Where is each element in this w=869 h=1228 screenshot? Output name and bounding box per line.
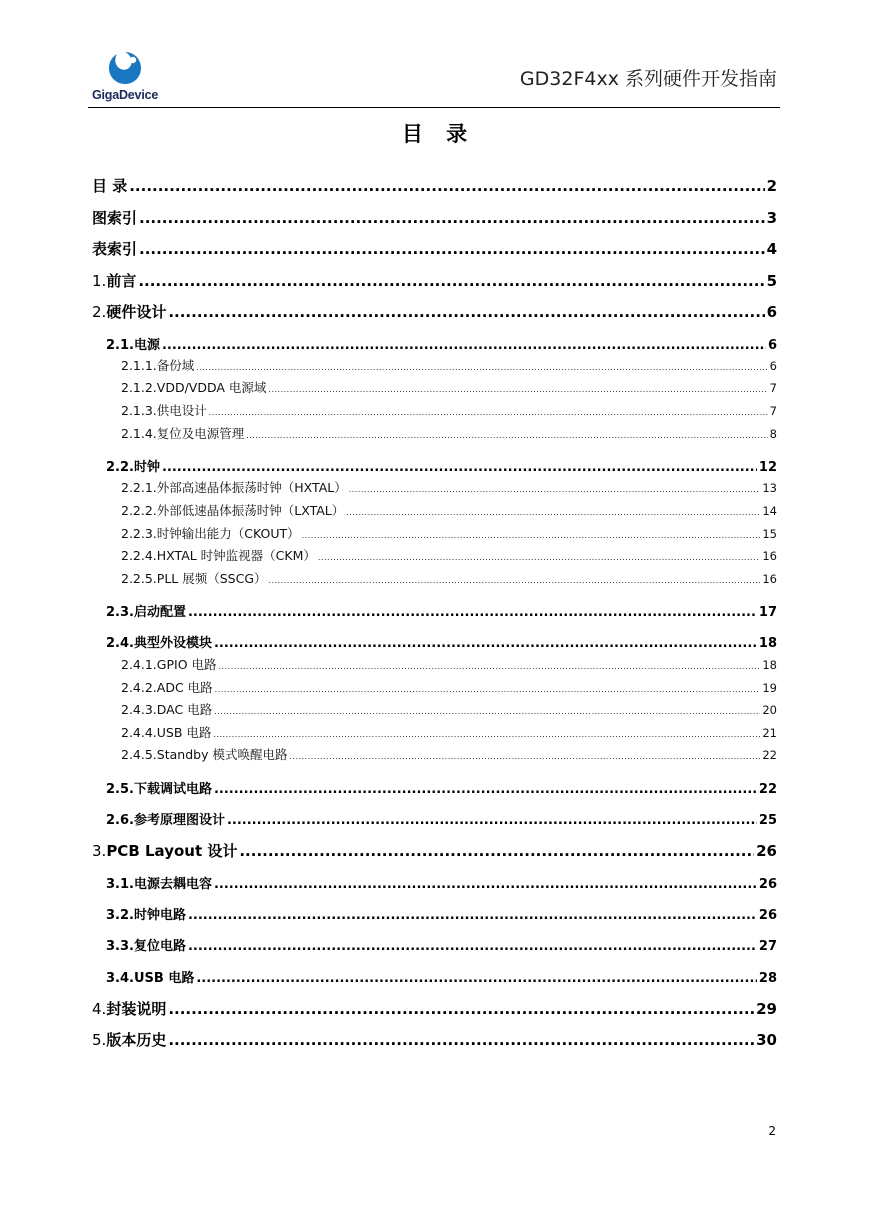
toc-page-number: 25 (758, 813, 777, 828)
toc-leader (219, 662, 761, 671)
toc-entry[interactable] (92, 270, 777, 291)
toc-page-number: 16 (762, 572, 777, 586)
toc-page-number: 12 (758, 460, 777, 475)
toc-entry-number: 3.1. (106, 877, 134, 892)
toc-page-number: 6 (766, 303, 777, 321)
toc-entry-title: Standby 模式唤醒电路 (156, 747, 288, 762)
toc-entry-title: 时钟电路 (133, 908, 186, 923)
toc-leader (162, 460, 757, 475)
toc-entry-title: 时钟 (133, 460, 160, 475)
toc-page-number: 21 (762, 726, 777, 740)
toc-entry-title: 时钟输出能力（CKOUT） (156, 526, 300, 541)
toc-page-number: 18 (758, 636, 777, 651)
toc-entry-title: 表索引 (92, 240, 138, 258)
toc-entry-number: 2.1.3. (121, 403, 157, 418)
logo-wordmark: GigaDevice (92, 88, 159, 102)
toc-leader (239, 842, 754, 860)
toc-entry-number: 3.4. (106, 971, 134, 986)
gigadevice-logo-icon (106, 50, 144, 86)
toc-entry-title: USB 电路 (133, 971, 195, 986)
toc-leader (214, 877, 757, 892)
toc-entry[interactable] (106, 778, 777, 797)
toc-entry[interactable] (121, 745, 777, 763)
toc-entry[interactable] (121, 424, 777, 442)
toc-page-number: 6 (767, 338, 777, 353)
toc-page-number: 29 (756, 1000, 777, 1018)
toc-page-number: 26 (758, 908, 777, 923)
toc-entry-number: 2.4.3. (121, 702, 157, 717)
toc-entry[interactable] (121, 678, 777, 696)
toc-page-number: 15 (762, 527, 777, 541)
toc-page-number: 26 (758, 877, 777, 892)
toc-entry-title: 目 录 (92, 177, 128, 195)
toc-entry[interactable] (121, 655, 777, 673)
toc-leader (214, 636, 757, 651)
toc-page-number: 3 (766, 209, 777, 227)
toc-entry-number: 2.2.2. (121, 503, 157, 518)
toc-page-number: 16 (762, 549, 777, 563)
toc-leader (168, 303, 764, 321)
toc-leader (162, 338, 766, 353)
toc-page-number: 4 (766, 240, 777, 258)
toc-leader (318, 553, 760, 562)
toc-page-number: 2 (766, 177, 777, 195)
toc-entry-title: 硬件设计 (106, 303, 167, 321)
toc-entry-number: 2.2.3. (121, 526, 157, 541)
toc-leader (346, 508, 760, 517)
toc-entry[interactable] (121, 700, 777, 718)
toc-entry-number: 2.1. (106, 338, 134, 353)
toc-entry-title: 参考原理图设计 (133, 813, 225, 828)
toc-entry-number: 2.4.4. (121, 725, 157, 740)
toc-entry-title: HXTAL 时钟监视器（CKM） (156, 548, 316, 563)
toc-leader (214, 782, 757, 797)
toc-entry-title: VDD/VDDA 电源域 (156, 380, 267, 395)
toc-page-number: 6 (769, 359, 777, 373)
toc-entry-number: 4. (92, 1000, 107, 1018)
toc-entry-title: 电源去耦电容 (133, 877, 212, 892)
toc-leader (349, 485, 761, 494)
toc-entry[interactable] (92, 1029, 777, 1050)
toc-page-number: 7 (769, 404, 777, 418)
toc-entry[interactable] (106, 967, 777, 986)
toc-page-number: 8 (769, 427, 777, 441)
toc-entry[interactable] (92, 998, 777, 1019)
toc-leader (188, 605, 757, 620)
toc-leader (138, 272, 764, 290)
toc-entry[interactable] (121, 524, 777, 542)
toc-leader (139, 240, 765, 258)
toc-entry[interactable] (106, 873, 777, 892)
toc-entry-number: 3.2. (106, 908, 134, 923)
toc-leader (168, 1000, 754, 1018)
toc-entry-number: 2.5. (106, 782, 134, 797)
toc-page-number: 26 (756, 842, 777, 860)
toc-entry[interactable] (121, 501, 777, 519)
toc-page-number: 14 (762, 504, 777, 518)
toc-entry-title: 外部低速晶体振荡时钟（LXTAL） (156, 503, 345, 518)
toc-entry-title: 典型外设模块 (133, 636, 212, 651)
toc-leader (214, 707, 760, 716)
header-divider (88, 107, 780, 108)
toc-entry-number: 2.1.4. (121, 426, 157, 441)
toc-entry-number: 2.2.1. (121, 480, 157, 495)
toc-entry-title: 备份域 (156, 358, 195, 373)
toc-entry-number: 2.2.4. (121, 548, 157, 563)
toc-page-number: 7 (769, 381, 777, 395)
toc-leader (227, 813, 757, 828)
toc-leader (188, 939, 757, 954)
toc-entry-number: 3. (92, 842, 107, 860)
toc-entry-title: 前言 (106, 272, 137, 290)
toc-leader (196, 363, 767, 372)
toc-entry[interactable] (106, 456, 777, 475)
toc-entry[interactable] (121, 569, 777, 587)
toc-page-number: 18 (762, 658, 777, 672)
toc-entry[interactable] (92, 238, 777, 259)
toc-entry[interactable] (92, 175, 777, 196)
toc-entry[interactable] (92, 207, 777, 228)
toc-entry-number: 2.4.2. (121, 680, 157, 695)
toc-entry[interactable] (106, 809, 777, 828)
toc-page-number: 13 (762, 481, 777, 495)
document-title: GD32F4xx 系列硬件开发指南 (519, 68, 777, 90)
toc-entry-number: 1. (92, 272, 107, 290)
toc-leader (139, 209, 765, 227)
toc-entry-title: 复位电路 (133, 939, 186, 954)
toc-leader (289, 752, 760, 761)
toc-entry-title: PLL 展频（SSCG） (156, 571, 267, 586)
toc-heading: 目 录 (401, 122, 476, 146)
toc-entry-number: 2.4.5. (121, 747, 157, 762)
toc-page-number: 28 (758, 971, 777, 986)
toc-entry-number: 5. (92, 1031, 107, 1049)
toc-entry[interactable] (121, 356, 777, 374)
toc-entry-number: 2.2.5. (121, 571, 157, 586)
toc-entry-number: 2.1.1. (121, 358, 157, 373)
toc-entry[interactable] (121, 723, 777, 741)
toc-leader (213, 730, 760, 739)
page-number: 2 (768, 1124, 776, 1138)
toc-entry[interactable] (106, 334, 777, 353)
toc-entry-title: ADC 电路 (156, 680, 213, 695)
toc-entry-number: 3.3. (106, 939, 134, 954)
toc-leader (188, 908, 757, 923)
toc-entry-title: USB 电路 (156, 725, 212, 740)
toc-entry-title: 电源 (133, 338, 160, 353)
toc-entry-title: 封装说明 (106, 1000, 167, 1018)
toc-entry[interactable] (106, 601, 777, 620)
toc-entry[interactable] (92, 840, 777, 861)
toc-page-number: 22 (758, 782, 777, 797)
toc-leader (168, 1031, 754, 1049)
toc-entry-title: 复位及电源管理 (156, 426, 245, 441)
toc-leader (269, 576, 761, 585)
toc-entry-title: PCB Layout 设计 (106, 842, 238, 860)
toc-page-number: 27 (758, 939, 777, 954)
toc-entry[interactable] (121, 378, 777, 396)
toc-entry-title: 外部高速晶体振荡时钟（HXTAL） (156, 480, 347, 495)
toc-entry-title: DAC 电路 (156, 702, 213, 717)
toc-leader (246, 431, 767, 440)
toc-entry-number: 2.2. (106, 460, 134, 475)
gigadevice-logo (92, 50, 172, 106)
toc-entry-number: 2. (92, 303, 107, 321)
toc-entry-number: 2.6. (106, 813, 134, 828)
toc-entry[interactable] (106, 904, 777, 923)
toc-entry[interactable] (121, 546, 777, 564)
toc-leader (302, 531, 761, 540)
toc-page-number: 20 (762, 703, 777, 717)
toc-entry[interactable] (92, 301, 777, 322)
toc-entry[interactable] (121, 401, 777, 419)
toc-page-number: 19 (762, 681, 777, 695)
toc-entry-title: 启动配置 (133, 605, 186, 620)
toc-entry-number: 2.3. (106, 605, 134, 620)
toc-entry-title: 图索引 (92, 209, 138, 227)
toc-leader (129, 177, 764, 195)
toc-leader (215, 685, 761, 694)
toc-entry-title: 下载调试电路 (133, 782, 212, 797)
toc-page-number: 17 (758, 605, 777, 620)
toc-leader (268, 385, 767, 394)
toc-entry-title: 供电设计 (156, 403, 207, 418)
toc-entry-number: 2.1.2. (121, 380, 157, 395)
toc-page-number: 22 (762, 748, 777, 762)
toc-entry[interactable] (121, 478, 777, 496)
toc-entry[interactable] (106, 935, 777, 954)
toc-entry-number: 2.4.1. (121, 657, 157, 672)
toc-page-number: 5 (766, 272, 777, 290)
toc-entry-title: GPIO 电路 (156, 657, 217, 672)
toc-entry[interactable] (106, 632, 777, 651)
toc-leader (209, 408, 768, 417)
toc-leader (196, 971, 757, 986)
toc-page-number: 30 (756, 1031, 777, 1049)
toc-entry-title: 版本历史 (106, 1031, 167, 1049)
toc-entry-number: 2.4. (106, 636, 134, 651)
